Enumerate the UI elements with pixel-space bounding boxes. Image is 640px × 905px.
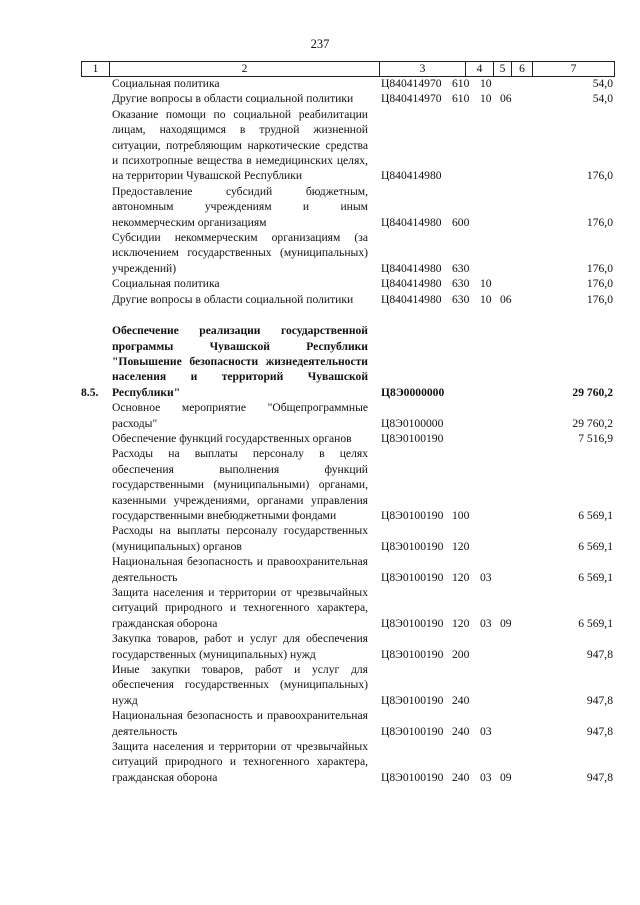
table-body <box>81 76 613 785</box>
row-amount: 176,0 <box>586 261 613 275</box>
row-type: 240 <box>452 724 470 738</box>
row-description: Иные закупки товаров, работ и услуг для обеспечения государственных (муниципальных) нужд <box>112 663 368 707</box>
row-code: Ц8Э0100190 <box>381 647 444 661</box>
row-code: Ц840414980 <box>381 292 442 306</box>
header-col-2: 2 <box>110 62 380 76</box>
page-number: 237 <box>310 37 330 51</box>
row-code: Ц8Э0100190 <box>381 616 444 630</box>
row-code: Ц8Э0100190 <box>381 693 444 707</box>
row-description: Национальная безопасность и правоохранительная деятельность <box>112 555 368 584</box>
table-row <box>81 400 613 431</box>
row-code: Ц840414980 <box>381 261 442 275</box>
row-code: Ц8Э0100190 <box>381 770 444 784</box>
table-row <box>81 708 613 739</box>
row-amount: 947,8 <box>586 770 613 784</box>
row-description: Закупка товаров, работ и услуг для обеспечения государственных (муниципальных) нужд <box>112 632 368 661</box>
table-row <box>81 230 613 276</box>
row-code: Ц840414970 <box>381 92 442 106</box>
row-subsection: 06 <box>500 292 512 306</box>
row-type: 630 <box>452 292 470 306</box>
row-amount: 6 569,1 <box>578 616 613 630</box>
row-code: Ц8Э0100000 <box>381 416 444 430</box>
row-description: Национальная безопасность и правоохранительная деятельность <box>112 709 368 738</box>
row-description: Обеспечение реализации государственной программы Чувашской Республики "Повышение безопасности жизнедеятельности населения и территорий Чувашской Республики" <box>112 324 368 399</box>
row-code: Ц8Э0000000 <box>381 385 445 399</box>
row-section: 10 <box>480 77 492 90</box>
row-subsection: 09 <box>500 770 512 784</box>
row-code: Ц840414980 <box>381 215 442 229</box>
row-section: 10 <box>480 292 492 306</box>
table-row <box>81 184 613 230</box>
row-amount: 947,8 <box>586 647 613 661</box>
row-type: 630 <box>452 261 470 275</box>
table-header <box>81 61 615 77</box>
row-section: 03 <box>480 570 492 584</box>
row-type: 240 <box>452 770 470 784</box>
table-row <box>81 739 613 785</box>
row-amount: 947,8 <box>586 724 613 738</box>
table-row <box>81 276 613 291</box>
row-code: Ц840414970 <box>381 77 442 90</box>
table-row <box>81 446 613 523</box>
row-type: 600 <box>452 215 470 229</box>
row-description: Основное мероприятие "Общепрограммные расходы" <box>112 401 368 430</box>
row-amount: 176,0 <box>586 292 613 306</box>
row-amount: 7 516,9 <box>578 431 613 445</box>
row-type: 120 <box>452 539 470 553</box>
row-description: Защита населения и территории от чрезвычайных ситуаций природного и техногенного характера, гражданская оборона <box>112 740 368 784</box>
row-section: 03 <box>480 616 492 630</box>
row-amount: 54,0 <box>592 77 613 90</box>
row-description: Расходы на выплаты персоналу государственных (муниципальных) органов <box>112 524 368 553</box>
row-code: Ц8Э0100190 <box>381 539 444 553</box>
row-code: Ц8Э0100190 <box>381 431 444 445</box>
row-subsection: 06 <box>500 92 512 106</box>
row-code: Ц8Э0100190 <box>381 508 444 522</box>
row-amount: 6 569,1 <box>578 539 613 553</box>
header-col-7: 7 <box>570 63 577 75</box>
row-description: Другие вопросы в области социальной политики <box>112 92 354 106</box>
table-row <box>81 292 613 307</box>
table-row <box>81 107 613 184</box>
row-section: 10 <box>480 92 492 106</box>
header-col-3: 3 <box>380 62 466 76</box>
row-amount: 176,0 <box>586 169 613 183</box>
row-amount: 29 760,2 <box>572 385 613 399</box>
header-col-6: 6 <box>512 62 533 76</box>
header-col-4: 4 <box>466 62 494 76</box>
row-amount: 6 569,1 <box>578 570 613 584</box>
table-row <box>81 431 613 446</box>
row-description: Субсидии некоммерческим организациям (за исключением государственных (муниципальных) учреждений) <box>112 231 368 275</box>
row-description: Другие вопросы в области социальной политики <box>112 292 354 306</box>
row-type: 630 <box>452 277 470 291</box>
row-section: 03 <box>480 770 492 784</box>
row-subsection: 09 <box>500 616 512 630</box>
row-description: Оказание помощи по социальной реабилитации лицам, находящимся в трудной жизненной ситуации, потребляющим наркотические средства и психотропные вещества в немедицинских целях, на территории Чувашской Республики <box>112 107 368 183</box>
row-type: 100 <box>452 508 470 522</box>
row-description: Социальная политика <box>112 277 220 291</box>
row-type: 240 <box>452 693 470 707</box>
table-row <box>81 76 613 91</box>
table-row <box>81 631 613 662</box>
row-type: 610 <box>452 92 470 106</box>
table-row <box>81 554 613 585</box>
row-type: 200 <box>452 647 470 661</box>
row-amount: 6 569,1 <box>578 508 613 522</box>
row-amount: 947,8 <box>586 693 613 707</box>
row-type: 610 <box>452 77 470 90</box>
table-row <box>81 323 613 400</box>
row-description: Предоставление субсидий бюджетным, автономным учреждениям и иным некоммерческим организациям <box>112 184 368 229</box>
row-code: Ц840414980 <box>381 277 442 291</box>
row-description: Расходы на выплаты персоналу в целях обеспечения выполнения функций государственными (муниципальными) органами, казенными учреждениями, органами управления государственными внебюджетными фондами <box>112 447 368 522</box>
row-description: Защита населения и территории от чрезвычайных ситуаций природного и техногенного характера, гражданская оборона <box>112 586 368 630</box>
table-row <box>81 585 613 631</box>
table-row <box>81 91 613 106</box>
row-description: Обеспечение функций государственных органов <box>112 431 352 445</box>
row-section: 10 <box>480 277 492 291</box>
header-col-1: 1 <box>82 62 110 76</box>
row-number: 8.5. <box>81 385 99 399</box>
table-row <box>81 523 613 554</box>
row-code: Ц8Э0100190 <box>381 570 444 584</box>
row-code: Ц840414980 <box>381 169 442 183</box>
row-amount: 29 760,2 <box>572 416 613 430</box>
row-type: 120 <box>452 616 470 630</box>
row-description: Социальная политика <box>112 77 220 90</box>
row-section: 03 <box>480 724 492 738</box>
row-code: Ц8Э0100190 <box>381 724 444 738</box>
row-amount: 54,0 <box>592 92 613 106</box>
row-type: 120 <box>452 570 470 584</box>
row-amount: 176,0 <box>586 277 613 291</box>
row-amount: 176,0 <box>586 215 613 229</box>
table-row <box>81 662 613 708</box>
header-col-5: 5 <box>494 62 512 76</box>
